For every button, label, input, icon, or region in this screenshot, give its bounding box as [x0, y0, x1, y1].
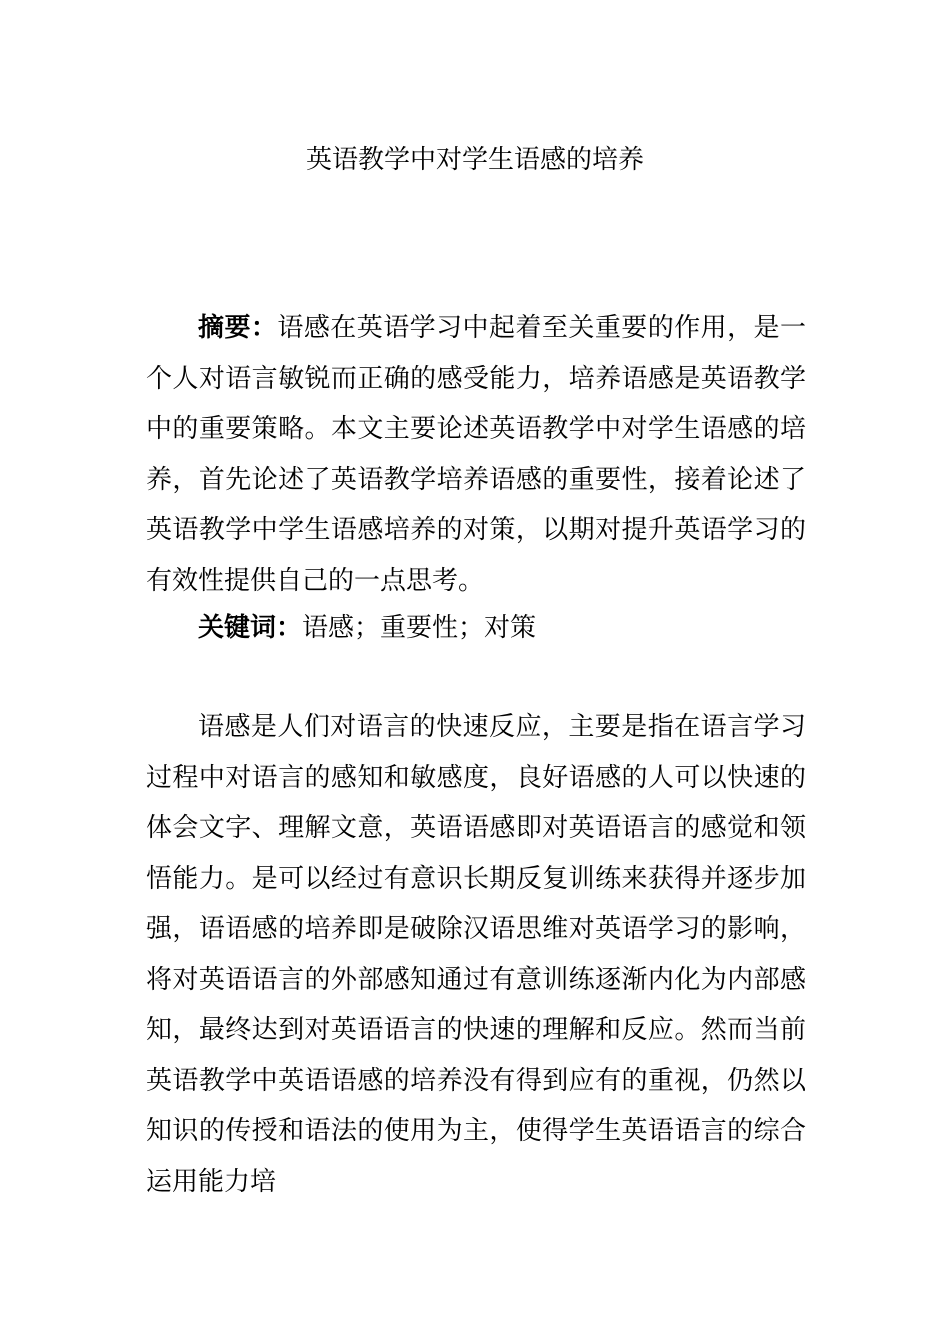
abstract-paragraph: [146, 303, 806, 606]
document-title: 英语教学中对学生语感的培养: [305, 145, 644, 175]
keywords-paragraph: [146, 603, 806, 654]
keywords-label: 关键词：: [198, 613, 303, 643]
abstract-text: 语感在英语学习中起着至关重要的作用，是一个人对语言敏锐而正确的感受能力，培养语感是英语教学中的重要策略。本文主要论述英语教学中对学生语感的培养，首先论述了英语教学培养语感的重要性，接着论述了英语教学中学生语感培养的对策，以期对提升英语学习的有效性提供自己的一点思考。: [146, 313, 806, 596]
abstract-label: 摘要：: [198, 313, 278, 343]
keywords-text: 语感；重要性；对策: [302, 613, 537, 643]
body-paragraph: 语感是人们对语言的快速反应，主要是指在语言学习过程中对语言的感知和敏感度，良好语感的人可以快速的体会文字、理解文意，英语语感即对英语语言的感觉和领悟能力。是可以经过有意识长期反复训练来获得并逐步加强，语语感的培养即是破除汉语思维对英语学习的影响，将对英语语言的外部感知通过有意训练逐渐内化为内部感知，最终达到对英语语言的快速的理解和反应。然而当前英语教学中英语语感的培养没有得到应有的重视，仍然以知识的传授和语法的使用为主，使得学生英语语言的综合运用能力培: [146, 712, 806, 1197]
